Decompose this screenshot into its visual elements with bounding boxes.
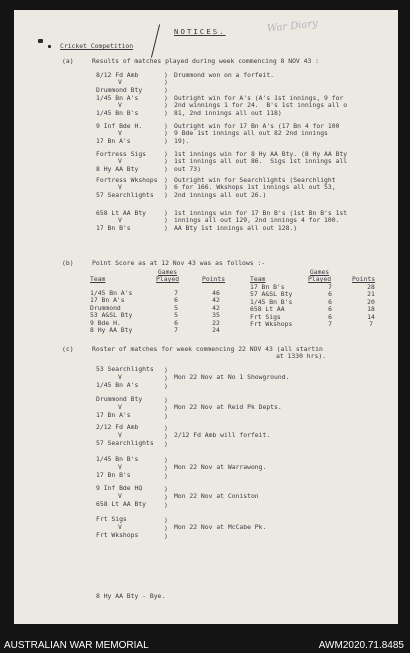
bracket: ) ) )	[164, 150, 168, 173]
match-result: 6 for 166. Wkshops 1st innings all out 53,	[174, 183, 336, 192]
header-team-left: Team	[90, 275, 106, 283]
played-cell: 6	[328, 297, 332, 306]
points-cell: 35	[212, 311, 220, 320]
punch-mark	[38, 39, 43, 43]
fixture-detail: Mon 22 Nov at Warrawong.	[174, 463, 267, 471]
document-page	[14, 10, 398, 624]
match-result: innings all out 129, 2nd innings 4 for 100.	[174, 216, 340, 225]
fixture-detail: Mon 22 Nov at Reid Pk Depts.	[174, 403, 282, 411]
played-cell: 6	[328, 290, 332, 299]
fixture-detail: Mon 22 Nov at McCabe Pk.	[174, 523, 267, 531]
bye-note: 8 Hy AA Bty - Bye.	[96, 592, 166, 600]
bracket: ) ) )	[164, 456, 168, 480]
team-name: 17 Bn B's	[96, 471, 131, 479]
team-name: Frt Wkshops	[96, 531, 139, 539]
header-points-right: Points	[352, 275, 376, 283]
team-name: 1/45 Bn B's	[96, 455, 139, 463]
played-cell: 6	[328, 305, 332, 314]
team-name: 8/12 Fd Amb	[96, 71, 139, 79]
team-cell: 8 Hy AA Bty	[90, 326, 133, 335]
fixture-detail: 2/12 Fd Amb will forfeit.	[174, 431, 271, 439]
match-result: Outright win for A's (A's 1st innings, 9 for	[174, 94, 344, 102]
match-result: 1st innings all out 86. Sigs 1st innings all	[174, 157, 348, 166]
bracket: ) ) )	[164, 176, 168, 199]
versus-label: V	[118, 78, 122, 87]
points-cell: 20	[367, 297, 375, 306]
header-played-left: Games Played	[156, 268, 180, 284]
team-cell: 53 A&SL Bty	[90, 311, 133, 320]
part-a-intro: Results of matches played during week commencing 8 NOV 43 :	[92, 57, 320, 65]
points-cell: 42	[212, 303, 220, 312]
bracket: ) ) )	[164, 366, 168, 390]
played-cell: 6	[174, 318, 178, 327]
bracket: ) ) )	[164, 516, 168, 540]
part-c-intro-2: at 1330 hrs).	[276, 352, 327, 360]
played-cell: 6	[174, 296, 178, 305]
team-cell: Drummond	[90, 303, 121, 312]
match-result: out 73)	[174, 164, 201, 173]
points-cell: 14	[367, 312, 375, 321]
part-a-marker: (a)	[62, 57, 74, 65]
match-result: 81, 2nd innings all out 118)	[174, 108, 282, 117]
played-cell: 7	[328, 320, 332, 329]
part-c-intro-1: Roster of matches for week commencing 22 NOV 43 (all startin	[92, 345, 323, 353]
match-result: 1st innings win for 8 Hy AA Bty. (8 Hy AA Bty	[174, 150, 348, 158]
bracket: ) ) )	[164, 485, 168, 509]
versus-label: V	[118, 101, 122, 110]
score-row	[250, 321, 392, 328]
team-name: 1/45 Bn A's	[96, 381, 139, 389]
team-cell: 1/45 Bn B's	[250, 297, 293, 306]
versus-label: V	[118, 463, 122, 471]
team-cell: 1/45 Bn A's	[90, 289, 133, 297]
header-team-right: Team	[250, 275, 266, 283]
versus-label: V	[118, 431, 122, 439]
played-cell: 5	[174, 311, 178, 320]
points-cell: 24	[212, 326, 220, 335]
score-table	[250, 284, 392, 328]
footer-reference: AWM2020.71.8485	[318, 640, 404, 651]
score-table	[90, 290, 238, 334]
match-result: 19).	[174, 136, 190, 145]
team-name: Fortress Sigs	[96, 150, 147, 158]
team-cell: 17 Bn A's	[90, 296, 125, 305]
score-table-right	[250, 284, 392, 328]
team-name: 17 Bn B's	[96, 223, 131, 232]
team-name: 9 Inf Bde HQ	[96, 484, 143, 492]
match-result: Outright win for Searchlights (Searchlight	[174, 176, 336, 184]
team-cell: 9 Bde H.	[90, 318, 121, 327]
team-name: 53 Searchlights	[96, 365, 154, 373]
team-cell: Frt Sigs	[250, 312, 281, 321]
team-name: 17 Bn A's	[96, 411, 131, 419]
team-name: 57 Searchlights	[96, 439, 154, 447]
match-result: 2nd winnings 1 for 24. B's 1st innings all o	[174, 101, 348, 110]
points-cell: 22	[212, 318, 220, 327]
versus-label: V	[118, 216, 122, 225]
team-name: 9 Inf Bde H.	[96, 122, 143, 130]
points-cell: 42	[212, 296, 220, 305]
points-cell: 46	[212, 289, 220, 297]
team-cell: Frt Wkshops	[250, 320, 293, 329]
team-name: 658 Lt AA Bty	[96, 209, 147, 217]
section-heading: Cricket Competition	[60, 42, 134, 50]
bracket: ) ) )	[164, 122, 168, 145]
points-cell: 21	[367, 290, 375, 299]
team-cell: 658 Lt AA	[250, 305, 285, 314]
punch-mark	[48, 45, 51, 48]
versus-label: V	[118, 157, 122, 166]
match-result: 2nd innings all out 26.)	[174, 190, 267, 199]
match-result: Drummond won on a forfeit.	[174, 71, 275, 79]
team-name: Fortress Wkshops	[96, 176, 158, 184]
team-name: 2/12 Fd Amb	[96, 423, 139, 431]
points-cell: 28	[367, 283, 375, 291]
fixture-detail: Mon 22 Nov at No 1 Showground.	[174, 373, 290, 381]
played-cell: 7	[174, 326, 178, 335]
team-cell: 17 Bn B's	[250, 283, 285, 291]
part-b-intro: Point Score as at 12 Nov 43 was as follows :-	[92, 259, 266, 267]
team-name: 658 Lt AA Bty	[96, 500, 147, 508]
played-cell: 6	[328, 312, 332, 321]
bracket: ) ) )	[164, 424, 168, 448]
versus-label: V	[118, 129, 122, 138]
fixture-detail: Mon 22 Nov at Coniston	[174, 492, 259, 500]
match-result: 1st innings win for 17 Bn B's (1st Bn B's 1st	[174, 209, 348, 217]
part-c-marker: (c)	[62, 345, 74, 353]
played-cell: 7	[328, 283, 332, 291]
score-row	[90, 327, 238, 334]
bracket: ) ) )	[164, 94, 168, 117]
footer-bar	[0, 626, 410, 653]
team-name: 1/45 Bn A's	[96, 94, 139, 102]
match-result: AA Bty 1st innings all out 128.)	[174, 223, 298, 232]
pen-stroke	[151, 24, 160, 57]
match-result: Outright win for 17 Bn A's (17 Bn 4 for 100	[174, 122, 340, 130]
versus-label: V	[118, 183, 122, 192]
versus-label: V	[118, 403, 122, 411]
header-played-right: Games Played	[308, 268, 332, 284]
page-title: NOTICES.	[174, 27, 226, 36]
versus-label: V	[118, 373, 122, 381]
team-cell: 57 A&SL Bty	[250, 290, 293, 299]
footer-source: AUSTRALIAN WAR MEMORIAL	[4, 640, 149, 651]
team-name: 17 Bn A's	[96, 136, 131, 145]
team-name: 8 Hy AA Bty	[96, 164, 139, 173]
played-cell: 5	[174, 303, 178, 312]
team-name: 57 Searchlights	[96, 190, 154, 199]
score-table-left	[90, 290, 238, 334]
match-result: 9 Bde 1st innings all out 82 2nd innings	[174, 129, 328, 138]
versus-label: V	[118, 492, 122, 500]
points-cell: 18	[367, 305, 375, 314]
played-cell: 7	[174, 289, 178, 297]
team-name: Frt Sigs	[96, 515, 127, 523]
bracket: ) ) )	[164, 209, 168, 232]
points-cell: 7	[369, 320, 373, 329]
bracket: ) ) )	[164, 396, 168, 420]
bracket: ) ) )	[164, 71, 168, 94]
header-points-left: Points	[202, 275, 226, 283]
team-name: 1/45 Bn B's	[96, 108, 139, 117]
handwritten-note: War Diary	[266, 18, 319, 35]
versus-label: V	[118, 523, 122, 531]
team-name: Drummond Bty	[96, 85, 143, 94]
team-name: Drummond Bty	[96, 395, 143, 403]
part-b-marker: (b)	[62, 259, 74, 267]
